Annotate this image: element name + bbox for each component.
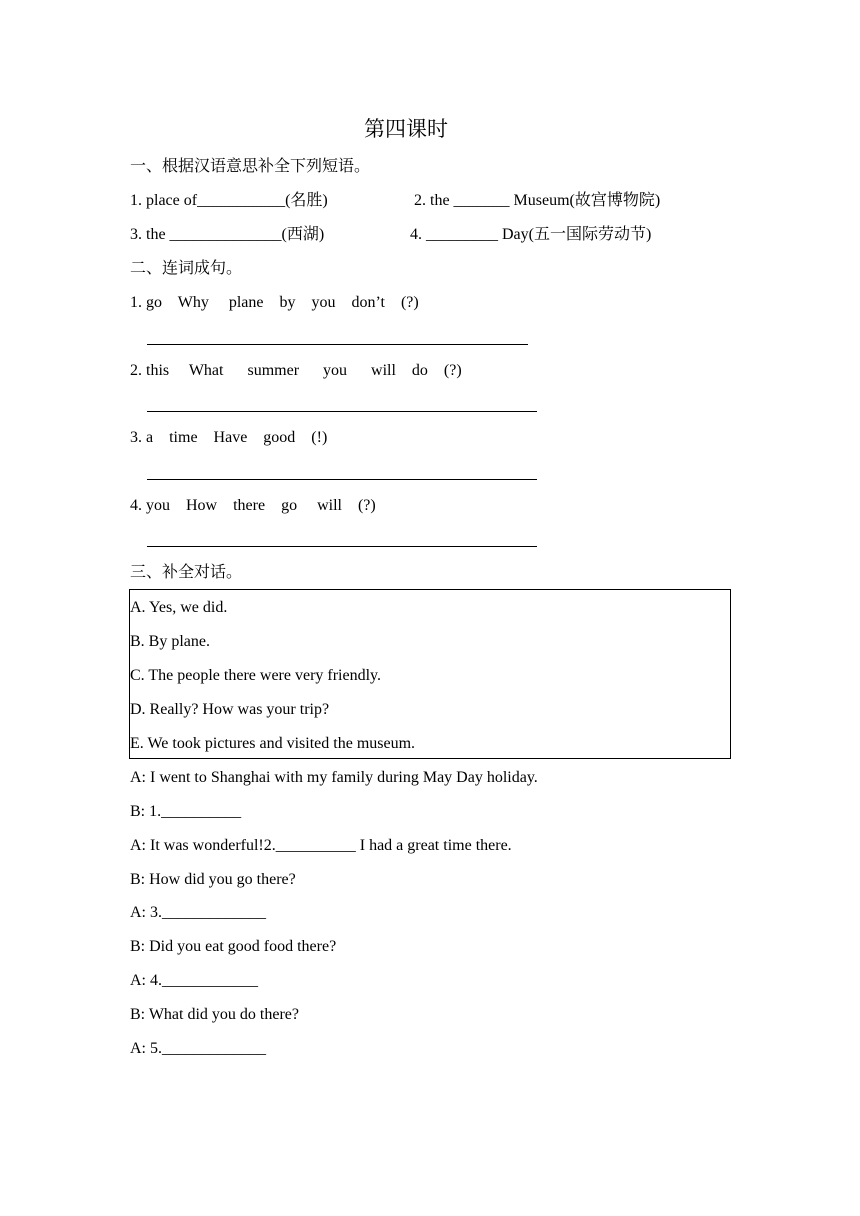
section-3-heading: 三、补全对话。	[130, 564, 243, 581]
section-1-heading: 一、根据汉语意思补全下列短语。	[130, 158, 371, 175]
sentence-item-4: 4. you How there go will (?)	[130, 497, 376, 514]
dialogue-line-2: B: 1.__________	[130, 803, 242, 820]
phrase-item-1: 1. place of___________(名胜)	[130, 192, 328, 209]
phrase-item-3: 3. the ______________(西湖)	[130, 226, 325, 243]
dialogue-line-9: A: 5._____________	[130, 1040, 266, 1057]
answer-line-2	[147, 411, 537, 412]
dialogue-line-5: A: 3._____________	[130, 904, 266, 921]
section-2-heading: 二、连词成句。	[130, 260, 243, 277]
dialogue-line-1: A: I went to Shanghai with my family during May Day holiday.	[130, 769, 538, 786]
dialogue-line-4: B: How did you go there?	[130, 871, 296, 888]
option-c: C. The people there were very friendly.	[130, 667, 382, 684]
option-d: D. Really? How was your trip?	[130, 701, 330, 718]
phrase-item-4: 4. _________ Day(五一国际劳动节)	[410, 226, 652, 243]
sentence-item-1: 1. go Why plane by you don’t (?)	[130, 294, 419, 311]
answer-line-4	[147, 546, 537, 547]
dialogue-line-6: B: Did you eat good food there?	[130, 938, 337, 955]
page-title: 第四课时	[364, 117, 448, 141]
sentence-item-3: 3. a time Have good (!)	[130, 429, 328, 446]
dialogue-line-8: B: What did you do there?	[130, 1006, 299, 1023]
option-e: E. We took pictures and visited the museum.	[130, 735, 416, 752]
option-a: A. Yes, we did.	[130, 599, 228, 616]
dialogue-line-3: A: It was wonderful!2.__________ I had a great time there.	[130, 837, 512, 854]
phrase-item-2: 2. the _______ Museum(故宫博物院)	[414, 192, 661, 209]
answer-line-1	[147, 344, 528, 345]
dialogue-line-7: A: 4.____________	[130, 972, 258, 989]
answer-line-3	[147, 479, 537, 480]
option-b: B. By plane.	[130, 633, 210, 650]
sentence-item-2: 2. this What summer you will do (?)	[130, 362, 462, 379]
